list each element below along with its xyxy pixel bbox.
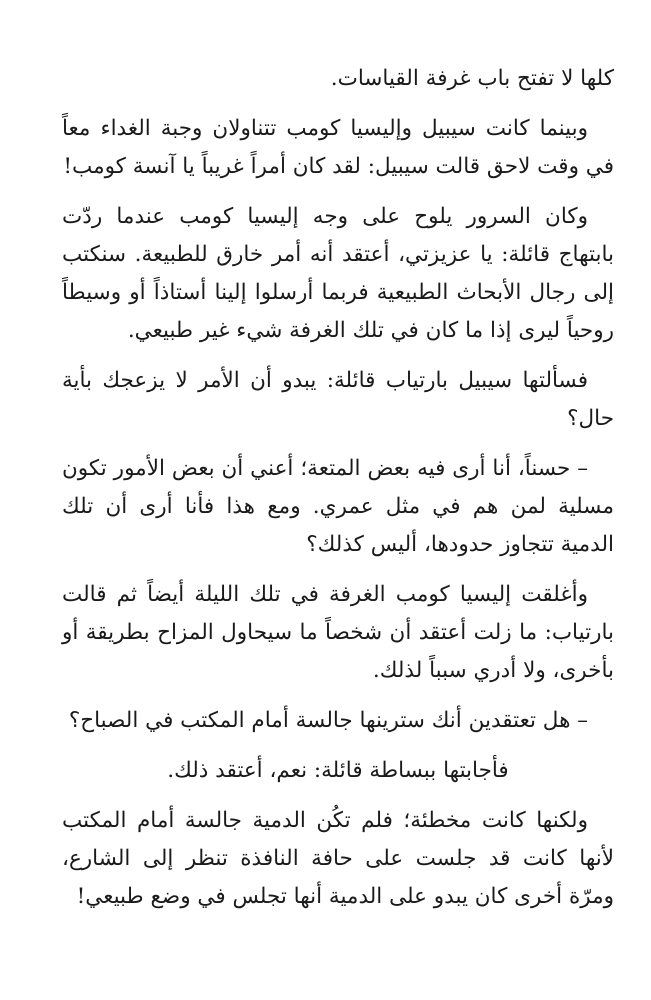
- paragraph: وكان السرور يلوح على وجه إليسيا كومب عندما ردّت بابتهاج قائلة: يا عزيزتي، أعتقد أنه أمر خارق للطبيعة. سنكتب إلى رجال الأبحاث الطبيعية فربما أرسلوا إلينا أستاذاً أو وسيطاً روحياً ليرى إذا ما كان في تلك الغرفة شيء غير طبيعي.: [62, 204, 614, 343]
- paragraph: كلها لا تفتح باب غرفة القياسات.: [330, 66, 614, 91]
- book-page: [62, 60, 614, 916]
- paragraph: وأغلقت إليسيا كومب الغرفة في تلك الليلة أيضاً ثم قالت بارتياب: ما زلت أعتقد أن شخصاً ما سيحاول المزاح بطريقة أو بأخرى، ولا أدري سبباً لذلك.: [62, 582, 614, 683]
- paragraph: ولكنها كانت مخطئة؛ فلم تكُن الدمية جالسة أمام المكتب لأنها كانت قد جلست على حافة النافذة تنظر إلى الشارع، ومرّة أخرى كان يبدو على الدمية أنها تجلس في وضع طبيعي!: [62, 808, 614, 909]
- dialogue-paragraph: – هل تعتقدين أنك سترينها جالسة أمام المكتب في الصباح؟: [68, 708, 588, 733]
- dialogue-paragraph: – حسناً، أنا أرى فيه بعض المتعة؛ أعني أن بعض الأمور تكون مسلية لمن هم في مثل عمري. ومع هذا فأنا أرى أن تلك الدمية تتجاوز حدودها، أليس كذلك؟: [62, 456, 614, 557]
- paragraph: فأجابتها ببساطة قائلة: نعم، أعتقد ذلك.: [167, 758, 509, 783]
- paragraph: فسألتها سيبيل بارتياب قائلة: يبدو أن الأمر لا يزعجك بأية حال؟: [62, 368, 614, 431]
- paragraph: وبينما كانت سيبيل وإليسيا كومب تتناولان وجبة الغداء معاً في وقت لاحق قالت سيبيل: لقد كان أمراً غريباً يا آنسة كومب!: [62, 116, 614, 179]
